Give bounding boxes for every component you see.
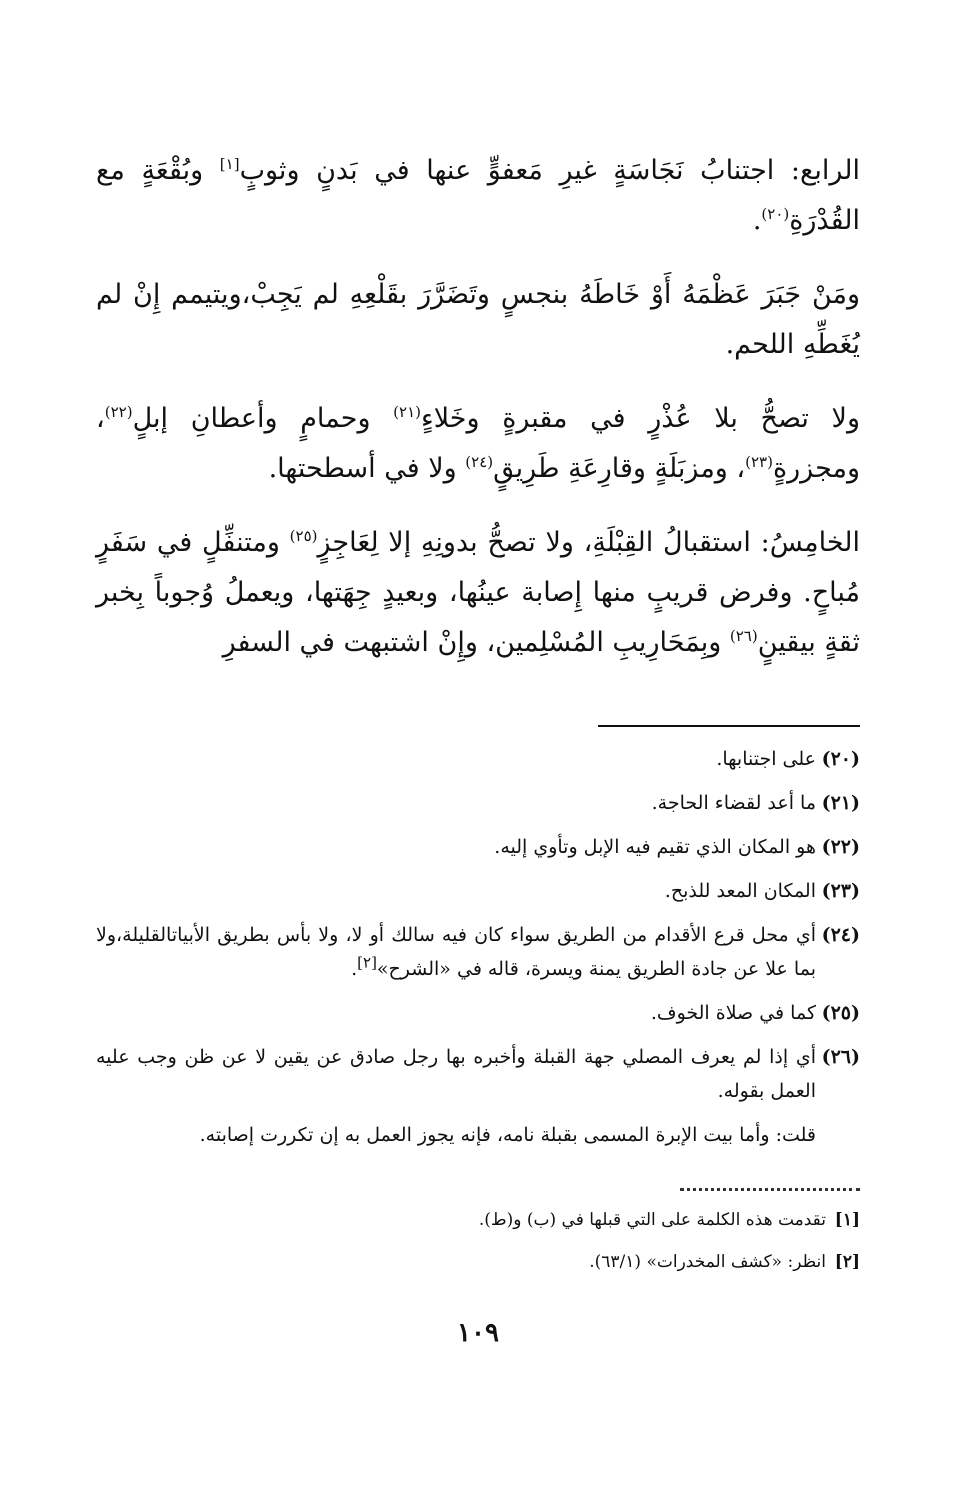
paragraph-text: الرابع: اجتنابُ نَجَاسَةٍ غيرِ مَعفوٍّ عنها في بَدنٍ وثوبٍ bbox=[239, 155, 861, 186]
editor-note-ref[interactable]: [٢] bbox=[357, 953, 377, 972]
footnote-text: هو المكان الذي تقيم فيه الإبل وتأوي إليه. bbox=[494, 836, 816, 858]
footnote-text: المكان المعد للذبح. bbox=[664, 880, 816, 902]
footnote-text: ما أعد لقضاء الحاجة. bbox=[651, 792, 816, 814]
footnote-text: كما في صلاة الخوف. bbox=[650, 1002, 816, 1024]
footnote-item bbox=[96, 874, 860, 908]
paragraph-text: ، ومجزرةٍ bbox=[96, 403, 860, 484]
editor-note-ref[interactable]: [١] bbox=[219, 155, 240, 173]
footnote-ref[interactable]: (٢١) bbox=[393, 403, 421, 421]
footnote-text-body: أي محل قرع الأقدام من الطريق سواء كان فيه سالك أو لا، ولا بأس بطريق الأبياتالقليلة،ولا بما علا عن جادة الطريق يمنة ويسرة، قاله في «الشرح» bbox=[96, 924, 816, 980]
editor-note-text: تقدمت هذه الكلمة على التي قبلها في (ب) و(ط). bbox=[478, 1210, 826, 1230]
paragraph-invalid-places bbox=[96, 394, 860, 494]
editor-notes-separator bbox=[680, 1188, 860, 1191]
paragraph-text: ومتنفِّلٍ في سَفَرٍ مُباحٍ. وفرض قريبٍ منها إِصابة عينُها، وبعيدٍ جِهَتها، ويعملُ وُجوباً بِخبر ثقةٍ بيقينٍ bbox=[96, 527, 860, 658]
footnote-number: (٢٦) bbox=[821, 1046, 860, 1068]
footnote-ref[interactable]: (٢٢) bbox=[104, 403, 133, 421]
paragraph-text: وحمامٍ وأعطانِ إبلٍ bbox=[132, 403, 394, 434]
paragraph-text: وبِمَحَارِيبِ المُسْلِمين، وإِنْ اشتبهت في السفرِ bbox=[222, 627, 730, 658]
footnote-ref[interactable]: (٢٣) bbox=[745, 453, 773, 471]
paragraph-bone-setting bbox=[96, 270, 860, 370]
footnotes bbox=[96, 742, 860, 1162]
footnote-item bbox=[96, 742, 860, 776]
paragraph-fifth-condition bbox=[96, 518, 860, 668]
paragraph-text: ، ومزبَلَةٍ وقارِعَةِ طَرِيقٍ bbox=[493, 453, 746, 484]
footnote-number: (٢٢) bbox=[821, 836, 860, 858]
editor-note-item bbox=[96, 1246, 860, 1278]
editor-notes bbox=[96, 1204, 860, 1288]
footnote-ref[interactable]: (٢٥) bbox=[289, 527, 318, 545]
paragraph-text: ولا تصحُّ بلا عُذْرٍ في مقبرةٍ وخَلاءٍ bbox=[421, 403, 860, 434]
footnote-remark: قلت: وأما بيت الإبرة المسمى بقبلة نامه، فإنه يجوز العمل به إن تكررت إصابته. bbox=[199, 1124, 816, 1146]
footnote-ref[interactable]: (٢٤) bbox=[465, 453, 494, 471]
footnote-text bbox=[96, 918, 816, 986]
footnote-ref[interactable]: (٢٠) bbox=[761, 205, 790, 223]
editor-note-item bbox=[96, 1204, 860, 1236]
footnote-number: (٢٤) bbox=[821, 924, 860, 946]
editor-note-number: [١] bbox=[834, 1210, 860, 1230]
paragraph-text: وبُقْعَةٍ مع القُدْرَةِ bbox=[96, 155, 860, 236]
footnote-number: (٢٣) bbox=[821, 880, 860, 902]
footnote-number: (٢٠) bbox=[821, 748, 860, 770]
footnote-number: (٢١) bbox=[821, 792, 860, 814]
footnote-item bbox=[96, 1040, 860, 1108]
footnote-text: أي إذا لم يعرف المصلي جهة القبلة وأخبره بها رجل صادق عن يقين لا عن ظن وجب عليه العمل بقوله. bbox=[96, 1046, 816, 1102]
page-number: ١٠٩ bbox=[457, 1318, 499, 1348]
paragraph-fourth-condition bbox=[96, 146, 860, 246]
main-text bbox=[96, 146, 860, 692]
footnote-ref[interactable]: (٢٦) bbox=[729, 627, 758, 645]
footnote-item bbox=[96, 786, 860, 820]
paragraph-text: الخامِسُ: استقبالُ القِبْلَةِ، ولا تصحُّ بدونِهِ إلا لِعَاجِزٍ bbox=[317, 527, 860, 558]
footnote-text-tail: . bbox=[351, 958, 358, 980]
footnote-separator bbox=[598, 725, 860, 727]
editor-note-text: انظر: «كشف المخدرات» (٦٣/١). bbox=[589, 1252, 826, 1272]
footnote-item bbox=[96, 918, 860, 986]
editor-note-number: [٢] bbox=[834, 1252, 860, 1272]
footnote-number: (٢٥) bbox=[821, 1002, 860, 1024]
footnote-item bbox=[96, 996, 860, 1030]
paragraph-text: ولا في أسطحتها. bbox=[268, 453, 466, 484]
paragraph-text: . bbox=[752, 205, 762, 236]
paragraph-text: ومَنْ جَبَرَ عَظْمَهُ أَوْ خَاطَهُ بنجسٍ وتَضَرَّرَ بقَلْعِهِ لم يَجِبْ،ويتيمم إِنْ لم يُغَطِّهِ اللحم. bbox=[96, 279, 860, 360]
footnote-text: على اجتنابها. bbox=[716, 748, 816, 770]
footnote-item bbox=[96, 830, 860, 864]
